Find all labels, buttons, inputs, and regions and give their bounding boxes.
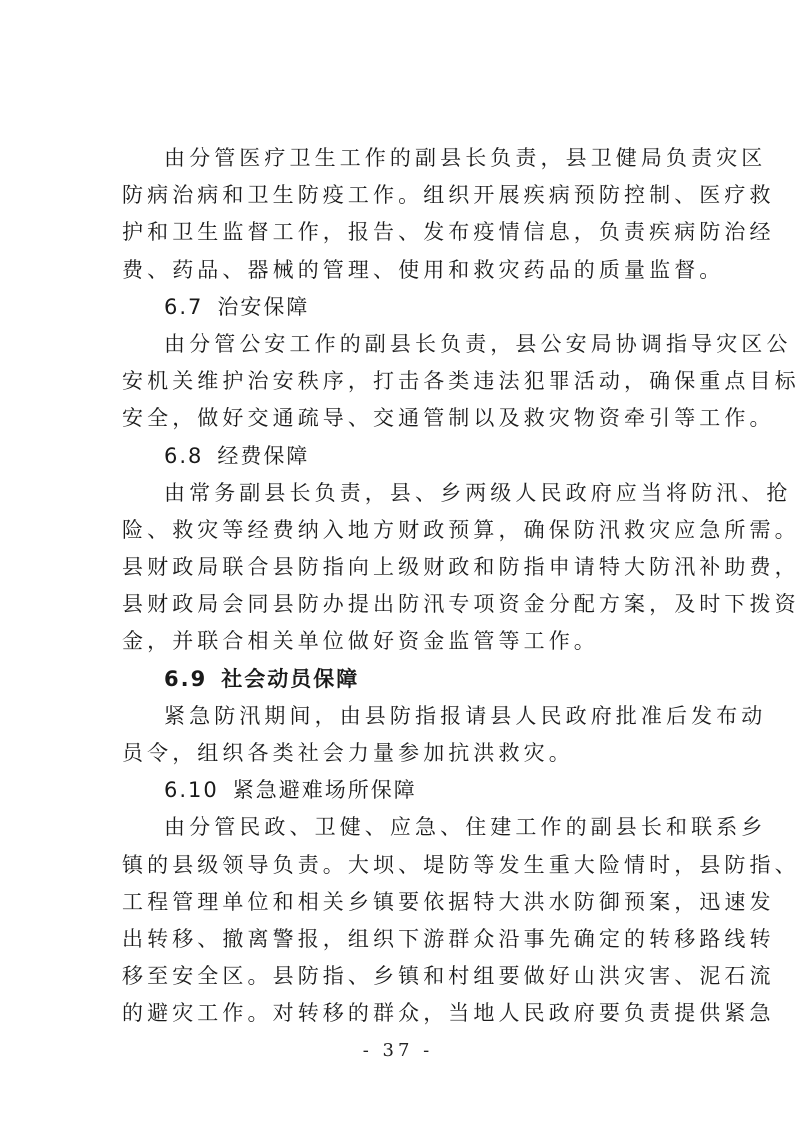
section-heading-6-7 — [122, 289, 696, 326]
text-line: 出转移、撤离警报，组织下游群众沿事先确定的转移路线转 — [122, 926, 775, 951]
text-line: 县财政局联合县防指向上级财政和防指申请特大防汛补助费， — [122, 555, 800, 580]
section-title: 经费保障 — [217, 443, 310, 468]
text-line: 安机关维护治安秩序，打击各类违法犯罪活动，确保重点目标 — [122, 369, 800, 394]
text-line: 由常务副县长负责，县、乡两级人民政府应当将防汛、抢 — [164, 480, 792, 505]
paragraph-shelter — [122, 809, 800, 1032]
paragraph-funding — [122, 475, 800, 661]
paragraph-security — [122, 326, 800, 438]
text-line: 县财政局会同县防办提出防汛专项资金分配方案，及时下拨资 — [122, 592, 800, 617]
text-line: 工程管理单位和相关乡镇要依据特大洪水防御预案，迅速发 — [122, 889, 775, 914]
section-heading-6-9 — [122, 661, 696, 698]
text-line: 由分管公安工作的副县长负责，县公安局协调指导灾区公 — [164, 331, 792, 356]
text-line: 险、救灾等经费纳入地方财政预算，确保防汛救灾应急所需。 — [122, 517, 800, 542]
paragraph-medical — [122, 140, 775, 289]
text-line: 镇的县级领导负责。大坝、堤防等发生重大险情时，县防指、 — [122, 852, 800, 877]
section-number: 6.7 — [164, 294, 204, 319]
text-line: 紧急防汛期间，由县防指报请县人民政府批准后发布动 — [164, 703, 767, 728]
section-heading-6-8 — [122, 438, 696, 475]
section-title: 紧急避难场所保障 — [232, 778, 417, 803]
text-line: 费、药品、器械的管理、使用和救灾药品的质量监督。 — [122, 257, 725, 282]
text-line: 由分管民政、卫健、应急、住建工作的副县长和联系乡 — [164, 815, 767, 840]
text-line: 移至安全区。县防指、乡镇和村组要做好山洪灾害、泥石流 — [122, 964, 775, 989]
section-number: 6.10 — [164, 778, 219, 803]
section-number: 6.9 — [164, 666, 208, 691]
text-line: 护和卫生监督工作，报告、发布疫情信息，负责疾病防治经 — [122, 220, 775, 245]
section-title: 治安保障 — [217, 294, 310, 319]
page-number: - 37 - — [362, 1040, 434, 1061]
text-line: 员令，组织各类社会力量参加抗洪救灾。 — [122, 741, 574, 765]
text-line: 安全，做好交通疏导、交通管制以及救灾物资牵引等工作。 — [122, 406, 775, 431]
paragraph-mobilization — [122, 698, 767, 772]
section-number: 6.8 — [164, 443, 204, 468]
section-title: 社会动员保障 — [221, 666, 360, 691]
text-line: 防病治病和卫生防疫工作。组织开展疾病预防控制、医疗救 — [122, 183, 775, 208]
section-heading-6-10 — [122, 772, 696, 809]
text-line: 由分管医疗卫生工作的副县长负责，县卫健局负责灾区 — [164, 146, 767, 170]
text-line: 的避灾工作。对转移的群众，当地人民政府要负责提供紧急 — [122, 1001, 775, 1026]
text-line: 金，并联合相关单位做好资金监管等工作。 — [122, 629, 599, 654]
